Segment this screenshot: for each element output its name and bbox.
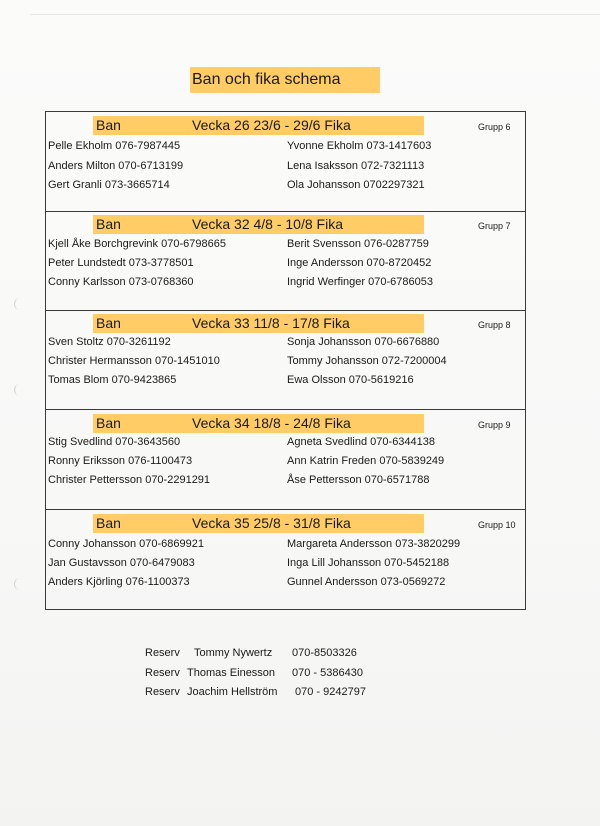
ban-contact: Conny Karlsson 073-0768360 bbox=[48, 276, 194, 288]
fika-contact: Ann Katrin Freden 070-5839249 bbox=[287, 455, 445, 467]
schedule-section-vecka-32 bbox=[46, 211, 525, 311]
ban-contact: Sven Stoltz 070-3261192 bbox=[48, 336, 171, 348]
ban-contact: Peter Lundstedt 073-3778501 bbox=[48, 257, 194, 269]
reserve-row bbox=[145, 685, 366, 699]
reserve-phone: 070 - 5386430 bbox=[292, 667, 363, 679]
ban-contact: Kjell Åke Borchgrevink 070-6798665 bbox=[48, 238, 226, 250]
week-label: Vecka 33 11/8 - 17/8 Fika bbox=[192, 315, 350, 331]
ban-label: Ban bbox=[96, 515, 121, 531]
fika-contact: Inga Lill Johansson 070-5452188 bbox=[287, 557, 450, 569]
group-label: Grupp 10 bbox=[478, 520, 516, 530]
ban-contact: Anders Kjörling 076-1100373 bbox=[48, 576, 190, 588]
reserve-phone: 070 - 9242797 bbox=[295, 686, 366, 698]
reserve-name: Joachim Hellström bbox=[187, 686, 278, 698]
ban-label: Ban bbox=[96, 315, 121, 331]
schedule-section-vecka-33 bbox=[46, 310, 525, 410]
punch-hole bbox=[14, 578, 23, 590]
group-label: Grupp 9 bbox=[478, 420, 511, 430]
scan-edge-line bbox=[30, 14, 600, 15]
fika-contact: Ewa Olsson 070-5619216 bbox=[287, 374, 414, 386]
schedule-section-vecka-35 bbox=[46, 510, 525, 609]
ban-contact: Pelle Ekholm 076-7987445 bbox=[48, 140, 181, 152]
group-label: Grupp 8 bbox=[478, 320, 511, 330]
fika-contact: Sonja Johansson 070-6676880 bbox=[287, 336, 440, 348]
group-label: Grupp 6 bbox=[478, 122, 511, 132]
reserve-row bbox=[145, 666, 363, 680]
ban-contact: Christer Pettersson 070-2291291 bbox=[48, 474, 211, 486]
ban-contact: Stig Svedlind 070-3643560 bbox=[48, 436, 181, 448]
schedule-section-vecka-34 bbox=[46, 410, 525, 510]
week-label: Vecka 34 18/8 - 24/8 Fika bbox=[192, 415, 351, 431]
reserve-label: Reserv bbox=[145, 686, 180, 698]
ban-contact: Anders Milton 070-6713199 bbox=[48, 160, 184, 172]
reserve-label: Reserv bbox=[145, 667, 180, 679]
fika-contact: Tommy Johansson 072-7200004 bbox=[287, 355, 447, 367]
fika-contact: Inge Andersson 070-8720452 bbox=[287, 257, 432, 269]
reserve-label: Reserv bbox=[145, 647, 180, 659]
week-label: Vecka 32 4/8 - 10/8 Fika bbox=[192, 216, 343, 232]
reserve-name: Thomas Einesson bbox=[187, 667, 276, 679]
fika-contact: Berit Svensson 076-0287759 bbox=[287, 238, 429, 250]
fika-contact: Ola Johansson 0702297321 bbox=[287, 179, 425, 191]
fika-contact: Gunnel Andersson 073-0569272 bbox=[287, 576, 446, 588]
ban-contact: Gert Granli 073-3665714 bbox=[48, 179, 170, 191]
ban-label: Ban bbox=[96, 415, 121, 431]
ban-contact: Ronny Eriksson 076-1100473 bbox=[48, 455, 193, 467]
ban-label: Ban bbox=[96, 117, 121, 133]
schedule-section-vecka-26 bbox=[46, 112, 525, 212]
reserve-row bbox=[145, 646, 357, 660]
fika-contact: Agneta Svedlind 070-6344138 bbox=[287, 436, 436, 448]
ban-label: Ban bbox=[96, 216, 121, 232]
ban-contact: Jan Gustavsson 070-6479083 bbox=[48, 557, 195, 569]
fika-contact: Lena Isaksson 072-7321113 bbox=[287, 160, 425, 172]
punch-hole bbox=[14, 298, 23, 310]
fika-contact: Åse Pettersson 070-6571788 bbox=[287, 474, 430, 486]
punch-hole bbox=[14, 384, 23, 396]
page-title: Ban och fika schema bbox=[190, 67, 380, 93]
fika-contact: Ingrid Werfinger 070-6786053 bbox=[287, 276, 433, 288]
ban-contact: Tomas Blom 070-9423865 bbox=[48, 374, 177, 386]
schedule-table bbox=[45, 111, 526, 610]
week-label: Vecka 26 23/6 - 29/6 Fika bbox=[192, 117, 351, 133]
fika-contact: Yvonne Ekholm 073-1417603 bbox=[287, 140, 432, 152]
week-label: Vecka 35 25/8 - 31/8 Fika bbox=[192, 515, 351, 531]
ban-contact: Conny Johansson 070-6869921 bbox=[48, 538, 204, 550]
group-label: Grupp 7 bbox=[478, 221, 511, 231]
reserve-name: Tommy Nywertz bbox=[194, 647, 273, 659]
fika-contact: Margareta Andersson 073-3820299 bbox=[287, 538, 461, 550]
reserve-phone: 070-8503326 bbox=[292, 647, 357, 659]
ban-contact: Christer Hermansson 070-1451010 bbox=[48, 355, 220, 367]
